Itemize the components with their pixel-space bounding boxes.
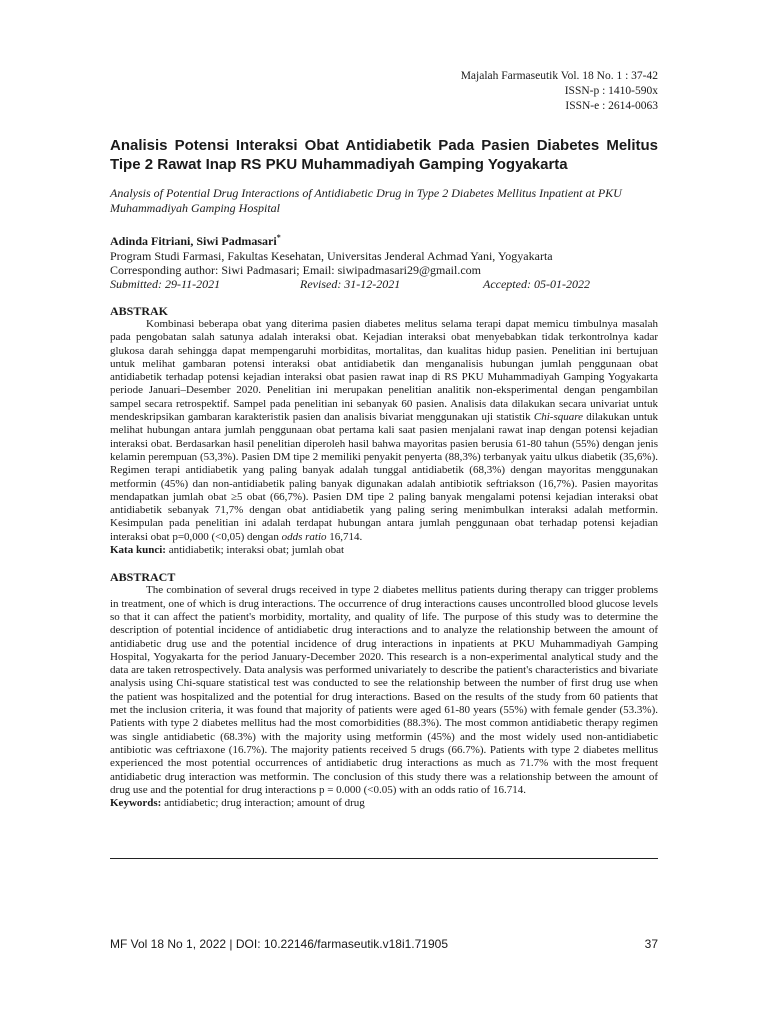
- abstrak-italic-term-2: odds ratio: [281, 530, 327, 543]
- date-submitted: Submitted: 29-11-2021: [110, 277, 221, 291]
- page-number: 37: [644, 937, 658, 951]
- date-accepted: Accepted: 05-01-2022: [483, 277, 590, 291]
- kata-kunci: [110, 544, 658, 557]
- kata-kunci-text: antidiabetik; interaksi obat; jumlah obat: [165, 544, 345, 557]
- article-dates: [110, 277, 658, 291]
- abstrak-text: [110, 318, 658, 544]
- author-list: [110, 230, 658, 249]
- corresponding-mark: *: [276, 233, 281, 242]
- issn-online: ISSN-e : 2614-0063: [565, 100, 658, 112]
- abstrak-italic-term: Chi-square: [533, 411, 583, 424]
- journal-header: [461, 69, 658, 114]
- author-names: Adinda Fitriani, Siwi Padmasari: [110, 234, 277, 248]
- abstrak-part-3: 16,714.: [326, 530, 363, 543]
- article-title: Analisis Potensi Interaksi Obat Antidiabetik Pada Pasien Diabetes Melitus Tipe 2 Rawat Inap RS PKU Muhammadiyah Gamping Yogyakarta: [110, 137, 658, 173]
- date-revised: Revised: 31-12-2021: [300, 277, 401, 291]
- keywords-text: antidiabetic; drug interaction; amount of drug: [161, 797, 365, 810]
- article-front-matter: [110, 136, 658, 810]
- abstract-heading: ABSTRACT: [110, 570, 176, 585]
- section-divider: [110, 858, 658, 859]
- abstract-text: The combination of several drugs received in type 2 diabetes mellitus patients during therapy can trigger problems in treatment, one of which is drug interactions. The occurrence of drug interactions causes uncontrolled blood glucose levels so that it can affect the patient's morbidity, mortality, and quality of life. The purpose of this study was to determine the description of potential incidence of antidiabetic drug interactions and to analyze the relationship between the amount of antidiabetic drug use and the potential incidence of drug interactions in inpatients at PKU Muhammadiyah Gamping Hospital, Yogyakarta for the period January-December 2020. This research is a non-experimental analytical study and the data are taken retrospectively. Data analysis was performed univariately to describe the patient's characteristics and bivariate analysis using Chi-square statistical test was conducted to see the relationship between the number of first drug use when the patient was hospitalized and the potential for drug interactions. Based on the results of the study from 60 patients that met the inclusion criteria, it was found that majority of patients were aged 61-80 years (55%) with female gender (53.3%). Patients with type 2 diabetes mellitus had the most comorbidities (88.3%). The most common antidiabetic therapy regimen was single antidiabetic (68.3%) with the majority using metformin (45%) and the most widely used non-antidiabetic antibiotic was ceftriaxone (16.7%). The majority patients received 5 drugs (66.7%). Patients with type 2 diabetes mellitus experienced the most potential occurrences of antidiabetic drug interactions as much as 71.7% with the most frequent antidiabetic drug interaction was metformin. The conclusion of this study there was a relationship between the amount of drug use and the potential for drug interactions p = 0.000 (<0.05) with an odds ratio of 16.714.: [110, 584, 658, 796]
- issn-print: ISSN-p : 1410-590x: [564, 85, 658, 97]
- kata-kunci-label: Kata kunci:: [110, 544, 166, 557]
- page-footer: [110, 937, 658, 951]
- abstrak-heading: ABSTRAK: [110, 304, 169, 318]
- keywords: [110, 797, 658, 810]
- abstrak-part-2: dilakukan untuk melihat hubungan antara jumlah penggunaan obat pertama kali saat pasien menjalani rawat inap dengan potensi kejadian interaksi obat. Berdasarkan hasil penelitian diperoleh hasil bahwa mayoritas pasien berusia 61-80 tahun (55%) dengan jenis kelamin perempuan (53,3%). Pasien DM tipe 2 memiliki penyakit penyerta (88,3%) terbanyak yaitu ulkus diabetik (35,6%). Regimen terapi antidiabetik yang paling banyak adalah tunggal antidiabetik (68,3%) dengan mayoritas menggunakan metformin (45%) dan non-antidiabetik paling banyak digunakan adalah antibiotik seftriakson (16,7%). Pasien mayoritas mendapatkan jumlah obat ≥5 obat (66,7%). Pasien DM tipe 2 paling banyak mengalami potensi kejadian interaksi obat antidiabetik sebanyak 71,7% dengan obat antidiabetik yang paling sering menimbulkan interaksi adalah metformin. Kesimpulan pada penelitian ini adalah terdapat hubungan antara jumlah penggunaan obat terhadap potensi kejadian interaksi obat p=0,000 (<0,05) dengan: [110, 411, 658, 543]
- footer-citation: MF Vol 18 No 1, 2022 | DOI: 10.22146/farmaseutik.v18i1.71905: [110, 937, 448, 951]
- abstrak-part-1: Kombinasi beberapa obat yang diterima pasien diabetes melitus selama terapi dapat memicu timbulnya masalah pada pengobatan salah satunya adalah interaksi obat. Kejadian interaksi obat menyebabkan tidak terkontrolnya kadar glukosa darah sehingga dapat mempengaruhi morbiditas, mortalitas, dan kualitas hidup pasien. Penelitian ini bertujuan untuk melihat gambaran potensi interaksi obat antidiabetik dan menganalisis hubungan jumlah penggunaan obat antidiabetik terhadap potensi kejadian interaksi obat pasien rawat inap di RS PKU Muhammadiyah Gamping Yogyakarta periode Januari–Desember 2020. Penelitian ini merupakan penelitian analitik non-eksperimental dengan pengambilan sampel secara retrospektif. Sampel pada penelitian ini sebanyak 60 pasien. Analisis data dilakukan secara univariat untuk mendeskripsikan gambaran karakteristik pasien dan analisis bivariat menggunakan uji statistik: [110, 318, 658, 424]
- corresponding-author: Corresponding author: Siwi Padmasari; Email: siwipadmasari29@gmail.com: [110, 263, 481, 277]
- article-subtitle-english: Analysis of Potential Drug Interactions of Antidiabetic Drug in Type 2 Diabetes Mellitus Inpatient at PKU Muhammadiyah Gamping Hospital: [110, 186, 622, 215]
- journal-citation: Majalah Farmaseutik Vol. 18 No. 1 : 37-42: [460, 70, 658, 82]
- affiliation: Program Studi Farmasi, Fakultas Kesehatan, Universitas Jenderal Achmad Yani, Yogyakarta: [110, 249, 553, 263]
- keywords-label: Keywords:: [110, 797, 162, 810]
